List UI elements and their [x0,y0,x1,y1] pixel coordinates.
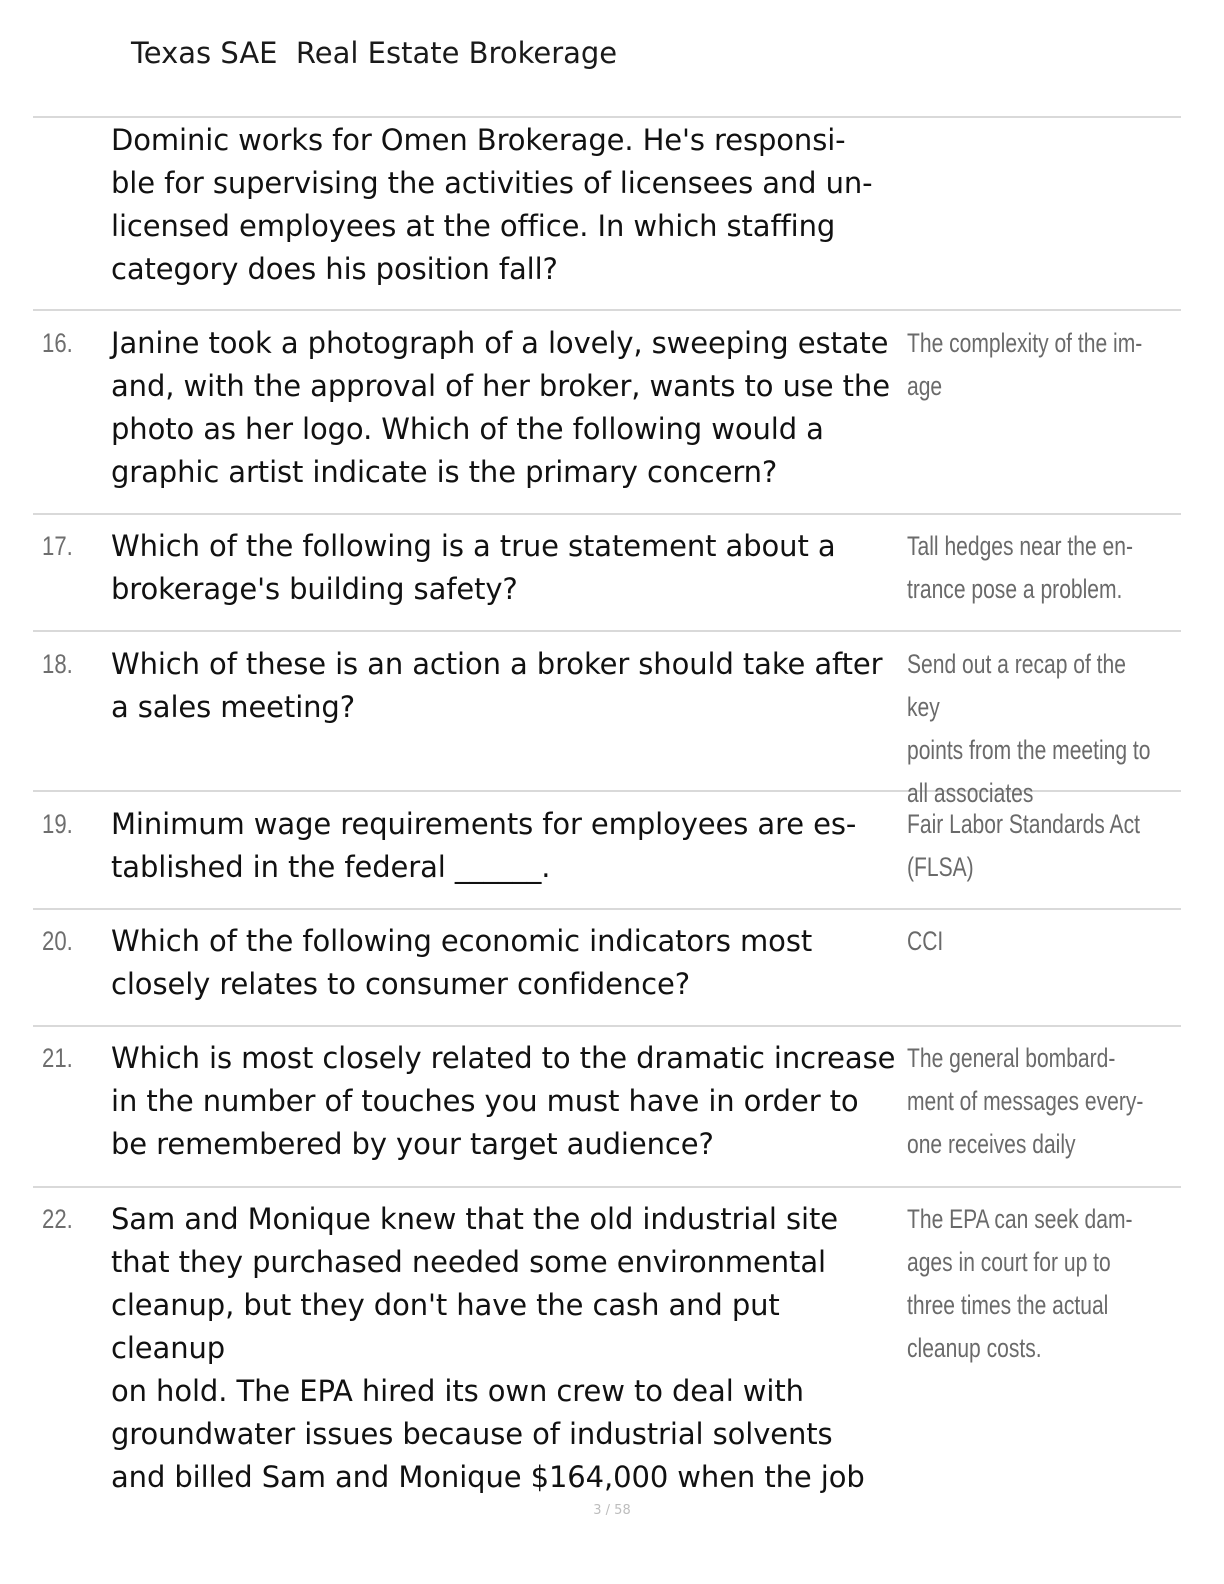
answer-text: Tall hedges near the en- trance pose a problem. [907,531,1133,604]
question-text: Janine took a photograph of a lovely, sweeping estate and, with the approval of her broker, wants to use the photo as her logo. Which of the following would a graphic artist indicate is the primary concern? [111,326,890,489]
row-divider [33,1186,1181,1188]
question-number: 22. [42,1204,73,1234]
row-divider [33,630,1181,632]
question-text: Minimum wage requirements for employees are es- tablished in the federal ______. [111,807,857,884]
answer-text: The general bombard- ment of messages every- one receives daily [907,1043,1144,1159]
answer-text: The EPA can seek dam- ages in court for up to three times the actual cleanup costs. [907,1204,1133,1363]
question-number: 19. [42,809,73,839]
row-divider [33,309,1181,311]
question-text: Which is most closely related to the dramatic increase in the number of touches you must have in order to be remembered by your target audience? [111,1041,896,1161]
page-header-title: Texas SAE Real Estate Brokerage [131,36,618,70]
question-number: 17. [42,531,73,561]
row-divider [33,1025,1181,1027]
row-divider [33,513,1181,515]
question-text: Which of the following is a true statement about a brokerage's building safety? [111,529,836,606]
answer-text: Fair Labor Standards Act (FLSA) [907,809,1140,882]
answer-text: Send out a recap of the key points from the meeting to all associates [907,649,1151,808]
question-number: 16. [42,328,73,358]
question-number: 18. [42,649,73,679]
question-number: 21. [42,1043,73,1073]
question-text: Dominic works for Omen Brokerage. He's responsi- ble for supervising the activities of licensees and un- licensed employees at the office. In which staffing category does his position fall? [111,123,873,286]
answer-text: The complexity of the im- age [907,328,1143,401]
answer-text: CCI [907,926,944,956]
row-divider [33,116,1181,118]
question-text: Sam and Monique knew that the old industrial site that they purchased needed some environmental cleanup, but they don't have the cash and put cleanup on hold. The EPA hired its own crew to deal with groundwater issues because of industrial solvents and billed Sam and Monique $164,000 when the job [111,1202,865,1494]
question-number: 20. [42,926,73,956]
row-divider [33,908,1181,910]
question-text: Which of the following economic indicators most closely relates to consumer confidence? [111,924,813,1001]
question-text: Which of these is an action a broker should take after a sales meeting? [111,647,883,724]
page-indicator: 3 / 58 [593,1503,631,1518]
